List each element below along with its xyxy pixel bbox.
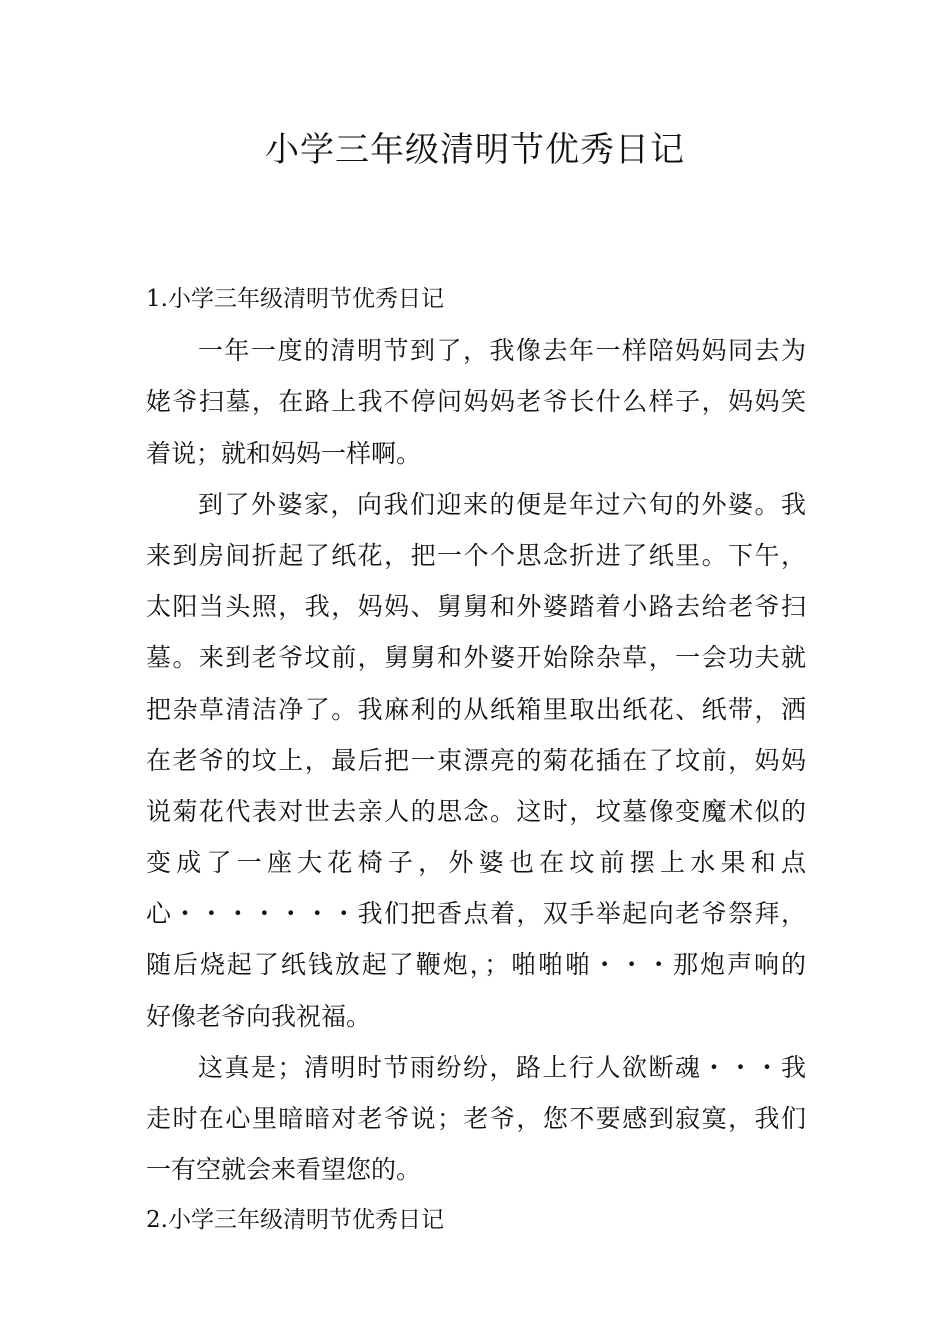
paragraph-line: 随后烧起了纸钱放起了鞭炮，；啪啪啪・・・那炮声响的 — [146, 950, 806, 980]
paragraph-first-line: 一年一度的清明节到了，我像去年一样陪妈妈同去为 — [198, 336, 806, 366]
section-heading: 1.小学三年级清明节优秀日记 — [146, 286, 444, 312]
paragraph-line: 姥爷扫墓，在路上我不停问妈妈老爷长什么样子，妈妈笑 — [146, 387, 806, 417]
paragraph-line: 变成了一座大花椅子，外婆也在坟前摆上水果和点 — [146, 848, 806, 878]
section-heading: 2.小学三年级清明节优秀日记 — [146, 1207, 444, 1234]
paragraph-line: 走时在心里暗暗对老爷说；老爷，您不要感到寂寞，我们 — [146, 1104, 806, 1133]
paragraph-line: 来到房间折起了纸花，把一个个思念折进了纸里。下午， — [146, 540, 806, 570]
paragraph-first-line: 到了外婆家，向我们迎来的便是年过六旬的外婆。我 — [198, 489, 806, 519]
paragraph-line: 在老爷的坟上，最后把一束漂亮的菊花插在了坟前，妈妈 — [146, 745, 806, 775]
paragraph-last-line: 一有空就会来看望您的。 — [146, 1155, 422, 1185]
paragraph-line: 把杂草清洁净了。我麻利的从纸箱里取出纸花、纸带，洒 — [146, 694, 806, 724]
paragraph-last-line: 着说；就和妈妈一样啊。 — [146, 438, 422, 468]
paragraph-line: 太阳当头照，我，妈妈、舅舅和外婆踏着小路去给老爷扫 — [146, 592, 806, 622]
paragraph-line: 说菊花代表对世去亲人的思念。这时，坟墓像变魔术似的 — [146, 796, 806, 826]
paragraph-line: 心・・・・・・・我们把香点着，双手举起向老爷祭拜， — [146, 899, 806, 929]
document-title: 小学三年级清明节优秀日记 — [265, 130, 685, 170]
paragraph-first-line: 这真是；清明时节雨纷纷，路上行人欲断魂・・・我 — [198, 1052, 806, 1082]
paragraph-last-line: 好像老爷向我祝福。 — [146, 1001, 372, 1031]
paragraph-line: 墓。来到老爷坟前，舅舅和外婆开始除杂草，一会功夫就 — [146, 643, 806, 673]
document-body — [146, 274, 806, 1247]
